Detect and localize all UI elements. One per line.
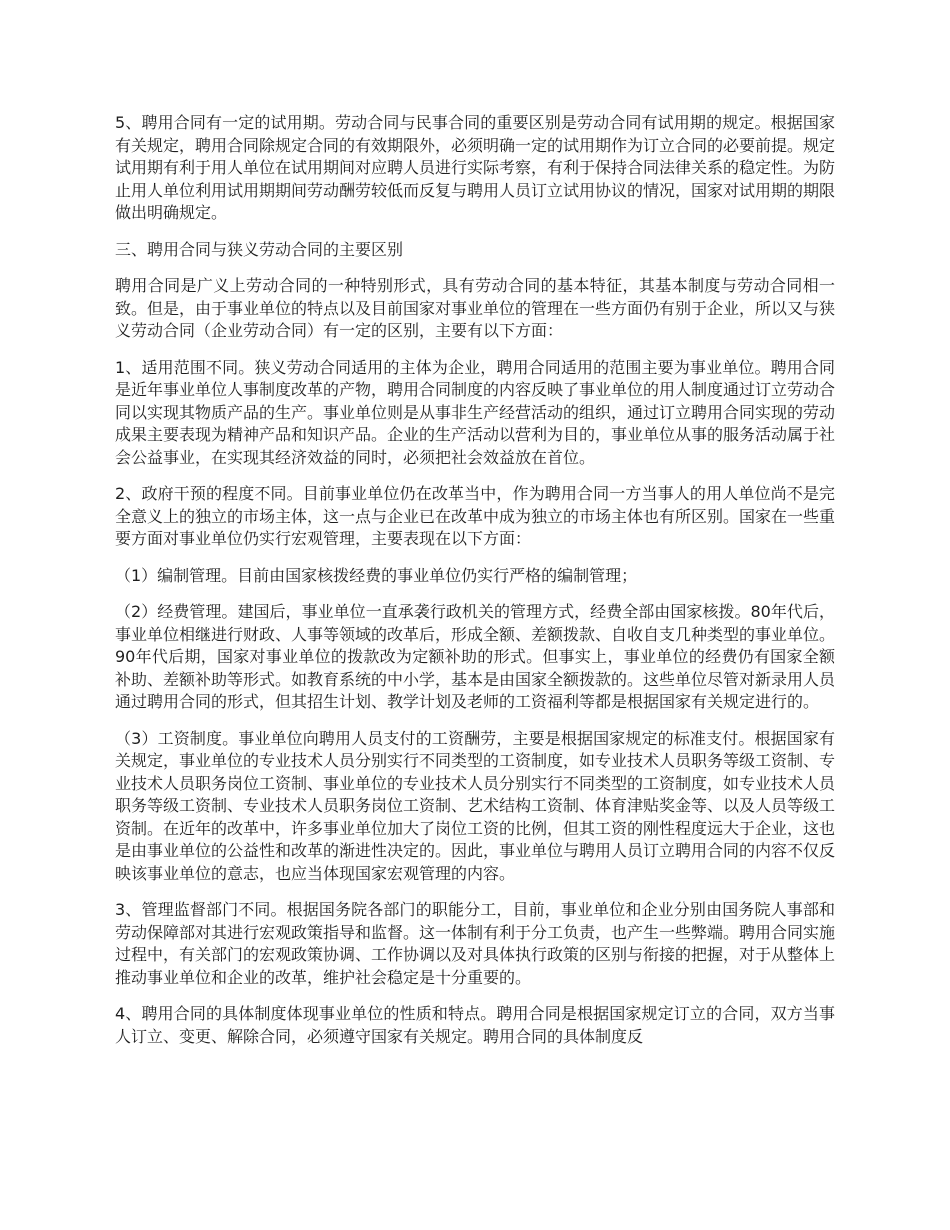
paragraph-nature: 4、聘用合同的具体制度体现事业单位的性质和特点。聘用合同是根据国家规定订立的合同，双方当事人订立、变更、解除合同，必须遵守国家有关规定。聘用合同的具体制度反 [115, 1004, 835, 1046]
paragraph-government-intervention: 2、政府干预的程度不同。目前事业单位仍在改革当中，作为聘用合同一方当事人的用人单位尚不是完全意义上的独立的市场主体，这一点与企业已在改革中成为独立的市场主体也有所区别。国家在一些重要方面对事业单位仍实行宏观管理，主要表现在以下方面： [115, 484, 836, 548]
paragraph-staffing: （1）编制管理。目前由国家核拨经费的事业单位仍实行严格的编制管理； [115, 565, 638, 585]
paragraph-intro: 聘用合同是广义上劳动合同的一种特别形式，具有劳动合同的基本特征，其基本制度与劳动合同相一致。但是，由于事业单位的特点以及目前国家对事业单位的管理在一些方面仍有别于企业，所以又与狭义劳动合同（企业劳动合同）有一定的区别，主要有以下方面： [115, 276, 836, 340]
paragraph-probation: 5、聘用合同有一定的试用期。劳动合同与民事合同的重要区别是劳动合同有试用期的规定。根据国家有关规定，聘用合同除规定合同的有效期限外，必须明确一定的试用期作为订立合同的必要前提。规定试用期有利于用人单位在试用期间对应聘人员进行实际考察，有利于保持合同法律关系的稳定性。为防止用人单位利用试用期期间劳动酬劳较低而反复与聘用人员订立试用协议的情况，国家对试用期的期限做出明确规定。 [115, 113, 836, 222]
paragraph-supervision: 3、管理监督部门不同。根据国务院各部门的职能分工，目前，事业单位和企业分别由国务院人事部和劳动保障部对其进行宏观政策指导和监督。这一体制有利于分工负责，也产生一些弊端。聘用合同实施过程中，有关部门的宏观政策协调、工作协调以及对具体执行政策的区别与衔接的把握，对于从整体上推动事业单位和企业的改革，维护社会稳定是十分重要的。 [115, 900, 836, 987]
section-heading: 三、聘用合同与狭义劳动合同的主要区别 [115, 239, 404, 259]
paragraph-funding: （2）经费管理。建国后，事业单位一直承袭行政机关的管理方式，经费全部由国家核拨。80年代后，事业单位相继进行财政、人事等领域的改革后，形成全额、差额拨款、自收自支几种类型的事业单位。90年代后期，国家对事业单位的拨款改为定额补助的形式。但事实上，事业单位的经费仍有国家全额补助、差额补助等形式。如教育系统的中小学，基本是由国家全额拨款的。这些单位尽管对新录用人员通过聘用合同的形式，但其招生计划、教学计划及老师的工资福利等都是根据国家有关规定进行的。 [115, 602, 836, 711]
paragraph-scope: 1、适用范围不同。狭义劳动合同适用的主体为企业，聘用合同适用的范围主要为事业单位。聘用合同是近年事业单位人事制度改革的产物，聘用合同制度的内容反映了事业单位的用人制度通过订立劳动合同以实现其物质产品的生产。事业单位则是从事非生产经营活动的组织，通过订立聘用合同实现的劳动成果主要表现为精神产品和知识产品。企业的生产活动以营利为目的，事业单位从事的服务活动属于社会公益事业，在实现其经济效益的同时，必须把社会效益放在首位。 [115, 357, 836, 467]
document-body [115, 112, 835, 1062]
paragraph-salary: （3）工资制度。事业单位向聘用人员支付的工资酬劳，主要是根据国家规定的标准支付。根据国家有关规定，事业单位的专业技术人员分别实行不同类型的工资制度，如专业技术人员职务等级工资制、专业技术人员职务岗位工资制、事业单位的专业技术人员分别实行不同类型的工资制度，如专业技术人员职务等级工资制、专业技术人员职务岗位工资制、艺术结构工资制、体育津贴奖金等、以及人员等级工资制。在近年的改革中，许多事业单位加大了岗位工资的比例，但其工资的刚性程度远大于企业，这也是由事业单位的公益性和改革的渐进性决定的。因此，事业单位与聘用人员订立聘用合同的内容不仅反映该事业单位的意志，也应当体现国家宏观管理的内容。 [115, 728, 836, 883]
